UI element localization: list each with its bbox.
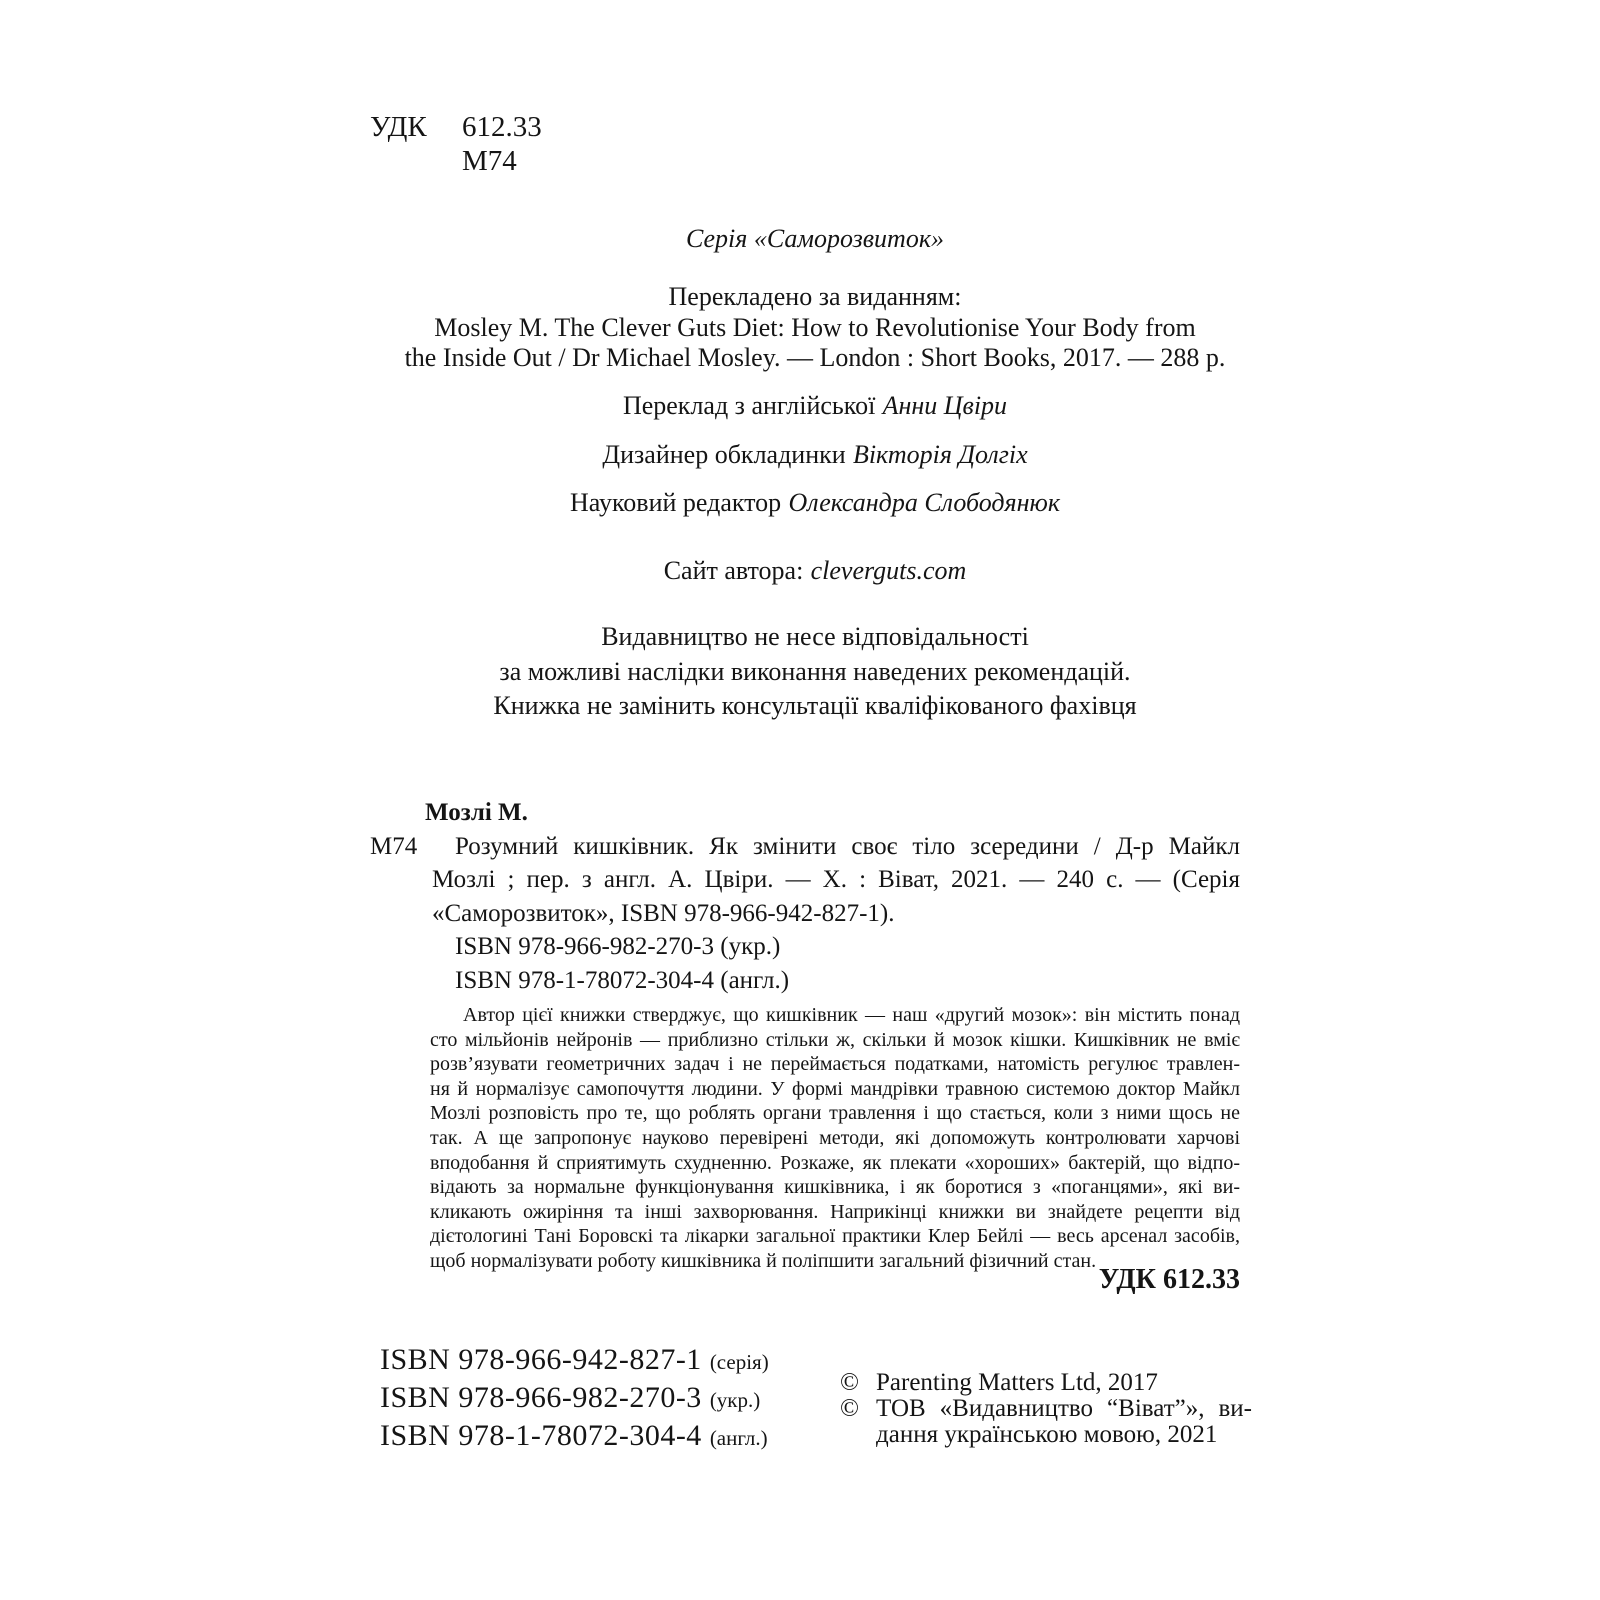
copyright-symbol: © (840, 1369, 859, 1396)
catalog-isbn-eng: ISBN 978-1-78072-304-4 (англ.) (455, 966, 790, 994)
disclaimer-line: Видавництво не несе відповідальності (601, 622, 1029, 651)
copyright-line: ТОВ «Видавництво “Віват”», ви- (876, 1394, 1252, 1422)
annotation-line: щоб нормалізувати роботу кишківника й поліпшити загальний фізичний стан. (430, 1249, 1097, 1272)
udk-label: УДК (370, 111, 427, 143)
copyright-line: дання українською мовою, 2021 (876, 1420, 1218, 1448)
copyright-block (840, 1370, 1252, 1447)
catalog-entry-line: Мозлі ; пер. з англ. А. Цвіри. — Х. : Віват, 2021. — 240 с. — (Серія (432, 866, 1240, 893)
annotation-line: Автор цієї книжки стверджує, що кишківник — наш «другий мозок»: він містить понад (463, 1004, 1240, 1026)
credit-cover-designer (375, 440, 1255, 470)
annotation-line: дієтологині Тані Боровскі та лікарки загальної практики Клер Бейлі — весь арсенал засобів, (430, 1225, 1240, 1248)
annotation-line: відають за нормальне функціонування кишківника, і як боротися з «поганцями», які ви- (430, 1176, 1240, 1199)
udk-top-block (370, 110, 542, 178)
catalog-author-code: М74 (370, 832, 418, 860)
author-site-line (375, 556, 1255, 586)
credit-name: Олександра Слободянюк (788, 488, 1061, 517)
source-edition-line: the Inside Out / Dr Michael Mosley. — London : Short Books, 2017. — 288 p. (404, 343, 1226, 372)
author-code-top: М74 (462, 145, 517, 177)
annotation-block (430, 1003, 1240, 1274)
credit-role: Переклад з англійської (622, 391, 876, 420)
disclaimer-line: за можливі наслідки виконання наведених рекомендацій. (499, 656, 1131, 686)
udk-bottom: УДК 612.33 (1098, 1264, 1240, 1295)
catalog-card (370, 796, 1240, 997)
disclaimer-line: Книжка не замінить консультації кваліфікованого фахівця (493, 691, 1137, 720)
copyright-entry (840, 1370, 1252, 1396)
udk-values (462, 110, 542, 178)
annotation-line: кликають ожиріння та інші захворювання. Наприкінці книжки ви знайдете рецепти від (430, 1200, 1240, 1223)
isbn-value: ISBN 978-1-78072-304-4 (380, 1419, 702, 1452)
author-site-url: cleverguts.com (810, 556, 967, 585)
isbn-qualifier: (укр.) (709, 1388, 761, 1412)
annotation-line: так. А ще запропонує науково перевірені методи, які допоможуть контролювати харчові (430, 1126, 1240, 1149)
source-edition-line: Mosley M. The Clever Guts Diet: How to Revolutionise Your Body from (434, 312, 1196, 342)
author-site-label: Сайт автора: (663, 556, 804, 585)
copyright-line: Parenting Matters Ltd, 2017 (876, 1369, 1158, 1396)
isbn-qualifier: (серія) (709, 1350, 769, 1374)
credit-science-editor (375, 488, 1255, 518)
udk-value: 612.33 (462, 111, 542, 143)
catalog-isbn-ukr: ISBN 978-966-982-270-3 (укр.) (455, 933, 781, 960)
copyright-symbol: © (840, 1394, 859, 1422)
isbn-value: ISBN 978-966-942-827-1 (380, 1343, 702, 1376)
credit-name: Вікторія Долгіх (852, 440, 1028, 469)
annotation-line: вподобання й сприятимуть схудненню. Розкаже, як плекати «хороших» бактерій, що відпо- (430, 1151, 1240, 1174)
credit-translator (375, 391, 1255, 421)
copyright-entry (840, 1396, 1252, 1448)
catalog-entry-line: «Саморозвиток», ISBN 978-966-942-827-1). (432, 899, 895, 927)
credit-role: Науковий редактор (569, 488, 782, 517)
annotation-line: сто мільйонів нейронів — приблизно стільки ж, скільки й мозок кішки. Кишківник не вміє (430, 1028, 1240, 1051)
series-line: Серія «Саморозвиток» (685, 224, 944, 253)
source-edition-intro: Перекладено за виданням: (668, 282, 962, 311)
isbn-row (380, 1418, 769, 1456)
isbn-row (380, 1342, 769, 1380)
annotation-line: ня й нормалізує самопочуття людини. У формі мандрівки травною системою доктор Майкл (430, 1077, 1240, 1100)
isbn-block (380, 1342, 769, 1456)
credit-role: Дизайнер обкладинки (602, 440, 846, 469)
source-edition-block (375, 282, 1255, 374)
isbn-row (380, 1380, 769, 1418)
annotation-line: Мозлі розповість про те, що роблять органи травлення і що стається, коли з ними щось не (430, 1102, 1240, 1125)
disclaimer-block (375, 620, 1255, 724)
credit-name: Анни Цвіри (882, 391, 1008, 420)
isbn-value: ISBN 978-966-982-270-3 (380, 1381, 702, 1414)
annotation-line: розв’язувати геометричних задач і не переймається податками, натомість регулює травлен- (430, 1053, 1240, 1076)
catalog-entry-line: Розумний кишківник. Як змінити своє тіло зсередини / Д-р Майкл (455, 832, 1240, 860)
isbn-qualifier: (англ.) (709, 1426, 768, 1450)
catalog-author-heading: Мозлі М. (425, 799, 528, 826)
